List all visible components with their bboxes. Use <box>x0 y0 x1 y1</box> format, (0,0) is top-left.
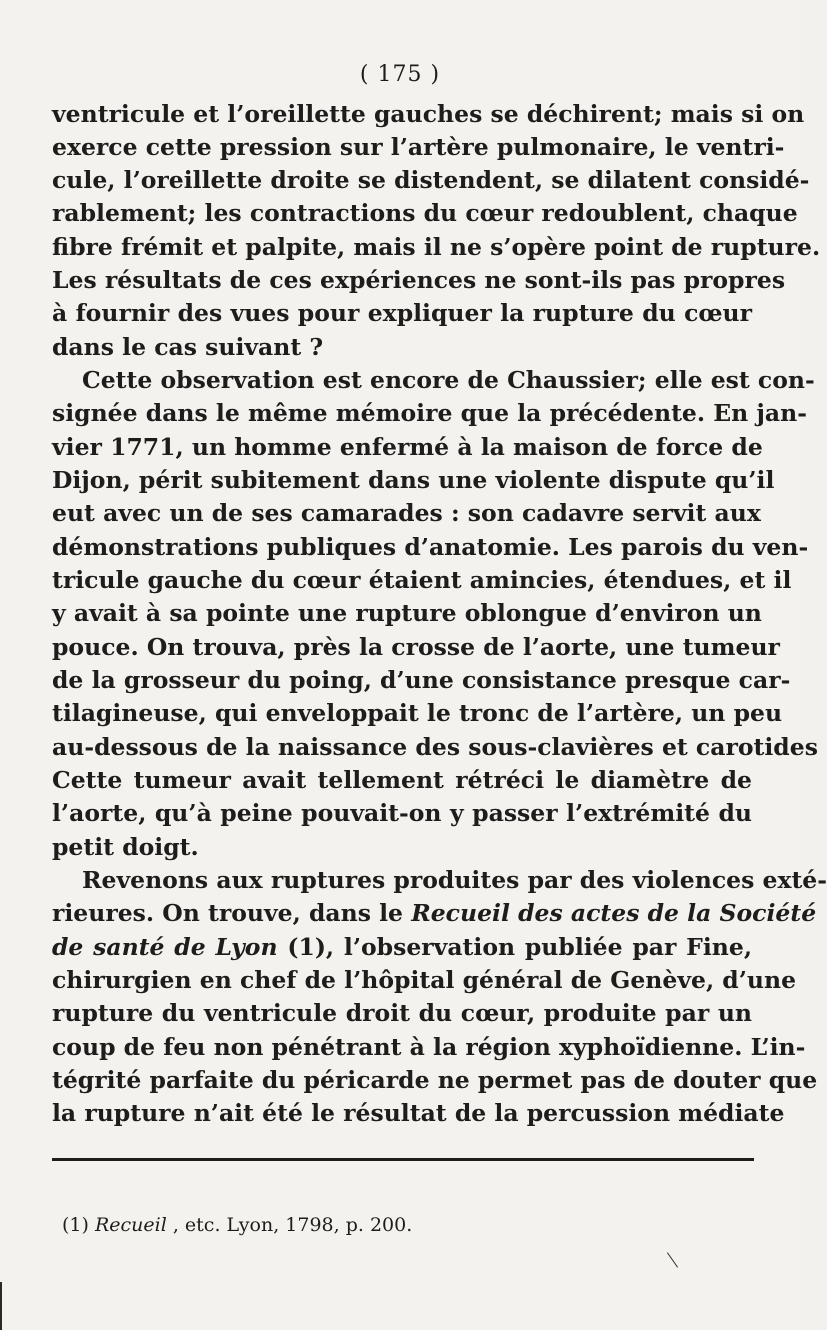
text-line: Revenons aux ruptures produites par des violences exté- <box>82 866 827 894</box>
text-line: Les résultats de ces expériences ne sont-ils pas propres <box>52 266 786 294</box>
text-segment: rieures. On trouve, dans le <box>52 899 404 927</box>
text-line: chirurgien en chef de l’hôpital général de Genève, d’une <box>52 966 797 994</box>
text-line-with-title <box>52 933 752 961</box>
page-edge-mark <box>0 1282 2 1330</box>
footnote-title: Recueil <box>94 1214 167 1236</box>
page-number: ( 175 ) <box>359 62 441 87</box>
text-line: Cette observation est encore de Chaussier; elle est con- <box>82 366 815 394</box>
text-line: au-dessous de la naissance des sous-clavières et carotides <box>52 733 818 761</box>
text-line: la rupture n’ait été le résultat de la percussion médiate <box>52 1099 785 1127</box>
text-line: l’aorte, qu’à peine pouvait-on y passer l’extrémité du <box>52 799 752 827</box>
text-line: tricule gauche du cœur étaient amincies, étendues, et il <box>52 566 792 594</box>
text-segment: (1), l’observation publiée par Fine, <box>287 933 752 961</box>
text-line: Cette tumeur avait tellement rétréci le diamètre de <box>52 766 752 794</box>
text-line: coup de feu non pénétrant à la région xyphoïdienne. L’in- <box>52 1033 806 1061</box>
journal-title: de santé de Lyon <box>52 933 278 961</box>
text-line: Dijon, périt subitement dans une violente dispute qu’il <box>52 466 775 494</box>
text-line: rablement; les contractions du cœur redoublent, chaque <box>52 199 798 227</box>
text-line: eut avec un de ses camarades : son cadavre servit aux <box>52 499 761 527</box>
text-line: exerce cette pression sur l’artère pulmonaire, le ventri- <box>52 133 785 161</box>
text-line-with-title <box>52 899 817 927</box>
text-line: y avait à sa pointe une rupture oblongue d’environ un <box>52 599 762 627</box>
text-line: démonstrations publiques d’anatomie. Les parois du ven- <box>52 533 809 561</box>
text-line: tilagineuse, qui enveloppait le tronc de l’artère, un peu <box>52 699 783 727</box>
text-line: ventricule et l’oreillette gauches se déchirent; mais si on <box>52 100 805 128</box>
text-line: cule, l’oreillette droite se distendent, se dilatent considé- <box>52 166 810 194</box>
text-line: tégrité parfaite du péricarde ne permet pas de douter que <box>52 1066 818 1094</box>
footnote <box>62 1214 412 1236</box>
ink-mark <box>667 1252 678 1267</box>
text-line: à fournir des vues pour expliquer la rupture du cœur <box>52 299 752 327</box>
text-line: pouce. On trouva, près la crosse de l’aorte, une tumeur <box>52 633 780 661</box>
footnote-rule <box>52 1158 754 1161</box>
text-line: vier 1771, un homme enfermé à la maison de force de <box>52 433 763 461</box>
footnote-text: , etc. Lyon, 1798, p. 200. <box>172 1214 413 1236</box>
text-line: fibre frémit et palpite, mais il ne s’opère point de rupture. <box>52 233 821 261</box>
text-line: petit doigt. <box>52 833 199 861</box>
text-line: de la grosseur du poing, d’une consistance presque car- <box>52 666 791 694</box>
text-line: rupture du ventricule droit du cœur, produite par un <box>52 999 752 1027</box>
journal-title: Recueil des actes de la Société <box>411 899 817 927</box>
text-line: signée dans le même mémoire que la précédente. En jan- <box>52 399 807 427</box>
text-line: dans le cas suivant ? <box>52 333 324 361</box>
footnote-marker: (1) <box>62 1214 89 1236</box>
